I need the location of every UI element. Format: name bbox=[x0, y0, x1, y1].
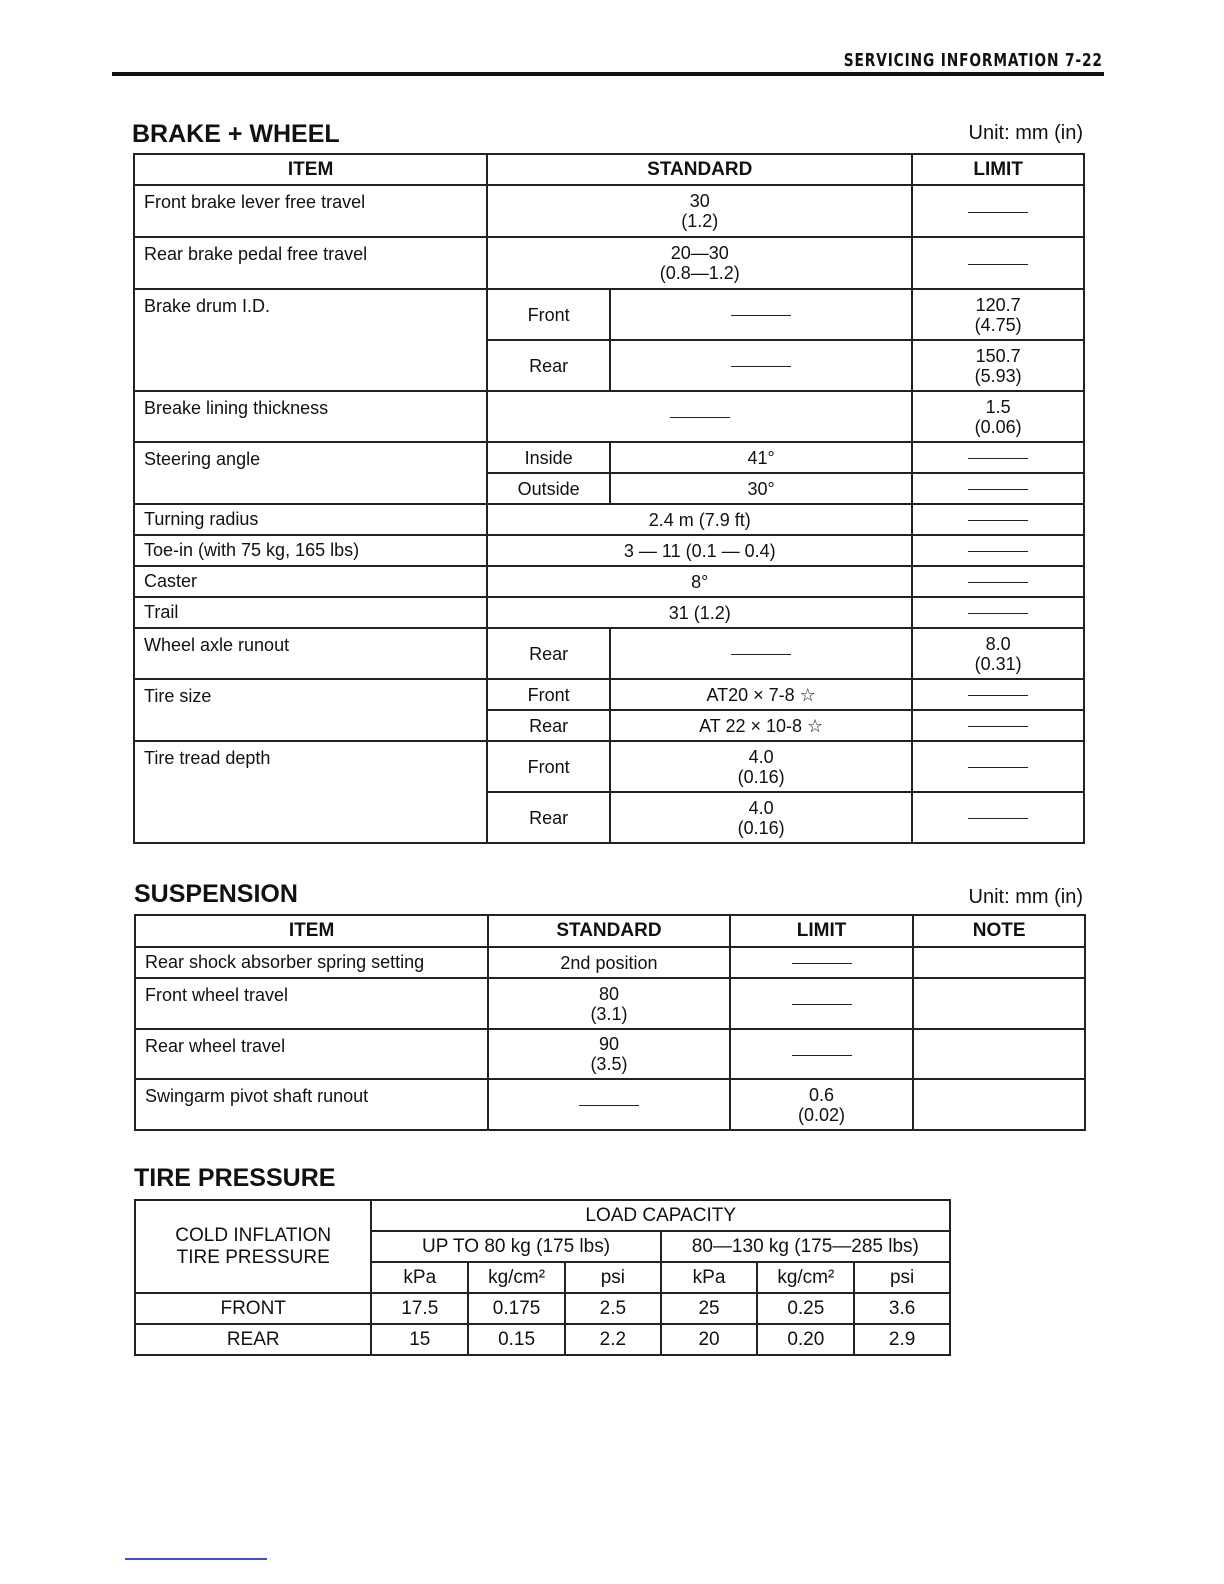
col-standard-header: STANDARD bbox=[487, 154, 912, 185]
dash bbox=[670, 417, 730, 418]
dash bbox=[968, 582, 1028, 583]
standard-cell: 31 (1.2) bbox=[487, 597, 912, 628]
item-cell: Wheel axle runout bbox=[134, 628, 487, 679]
item-cell: Toe-in (with 75 kg, 165 lbs) bbox=[134, 535, 487, 566]
standard-cell: 8° bbox=[487, 566, 912, 597]
limit-cell bbox=[912, 679, 1084, 710]
limit-cell bbox=[912, 597, 1084, 628]
unit-cell: kPa bbox=[371, 1262, 468, 1293]
standard-cell bbox=[610, 289, 912, 340]
standard-cell: AT20 × 7-8 ☆ bbox=[610, 679, 912, 710]
sub-label-cell: Rear bbox=[487, 628, 610, 679]
dash bbox=[968, 613, 1028, 614]
table-row bbox=[134, 566, 1084, 597]
limit-cell: 120.7 (4.75) bbox=[912, 289, 1084, 340]
dash bbox=[968, 520, 1028, 521]
dash bbox=[731, 315, 791, 316]
col-limit-header: LIMIT bbox=[730, 915, 914, 947]
value-cell: 2.2 bbox=[565, 1324, 661, 1355]
sub-label-cell: Outside bbox=[487, 473, 610, 504]
limit-cell bbox=[730, 947, 914, 978]
unit-cell: kg/cm² bbox=[757, 1262, 854, 1293]
standard-cell: 2.4 m (7.9 ft) bbox=[487, 504, 912, 535]
load-capacity-header: LOAD CAPACITY bbox=[371, 1200, 950, 1231]
value-cell: 0.175 bbox=[468, 1293, 565, 1324]
table-row bbox=[134, 628, 1084, 679]
dash bbox=[579, 1105, 639, 1106]
limit-cell: 0.6 (0.02) bbox=[730, 1079, 914, 1130]
table-header-row bbox=[135, 915, 1085, 947]
row-label: FRONT bbox=[135, 1293, 371, 1324]
standard-cell: 4.0 (0.16) bbox=[610, 741, 912, 792]
col-limit-header: LIMIT bbox=[912, 154, 1084, 185]
header-rule bbox=[112, 72, 1104, 76]
value-cell: 3.6 bbox=[854, 1293, 950, 1324]
table-row bbox=[135, 1029, 1085, 1079]
suspension-title: SUSPENSION bbox=[134, 880, 298, 908]
table-row bbox=[134, 741, 1084, 792]
footer-line bbox=[125, 1558, 267, 1560]
dash bbox=[968, 767, 1028, 768]
dash bbox=[792, 1004, 852, 1005]
value-cell: 15 bbox=[371, 1324, 468, 1355]
value-cell: 0.20 bbox=[757, 1324, 854, 1355]
limit-cell bbox=[912, 237, 1084, 289]
item-cell: Front wheel travel bbox=[135, 978, 488, 1029]
item-cell: Rear brake pedal free travel bbox=[134, 237, 487, 289]
brake-wheel-table bbox=[133, 153, 1085, 844]
sub-label-cell: Front bbox=[487, 289, 610, 340]
sub-label-cell: Inside bbox=[487, 442, 610, 473]
standard-cell bbox=[487, 391, 912, 442]
table-row bbox=[135, 1200, 950, 1231]
value-cell: 17.5 bbox=[371, 1293, 468, 1324]
value-cell: 0.25 bbox=[757, 1293, 854, 1324]
unit-cell: kg/cm² bbox=[468, 1262, 565, 1293]
sub-label-cell: Rear bbox=[487, 340, 610, 391]
unit-cell: kPa bbox=[661, 1262, 758, 1293]
item-cell: Swingarm pivot shaft runout bbox=[135, 1079, 488, 1130]
table-row bbox=[134, 504, 1084, 535]
limit-cell bbox=[912, 710, 1084, 741]
sub-label-cell: Rear bbox=[487, 792, 610, 843]
suspension-table bbox=[134, 914, 1086, 1131]
item-cell: Turning radius bbox=[134, 504, 487, 535]
item-cell: Steering angle bbox=[134, 442, 487, 504]
col-standard-header: STANDARD bbox=[488, 915, 730, 947]
table-row bbox=[134, 535, 1084, 566]
sub-label-cell: Front bbox=[487, 741, 610, 792]
brake-wheel-unit: Unit: mm (in) bbox=[968, 122, 1083, 144]
limit-cell bbox=[912, 792, 1084, 843]
dash bbox=[968, 489, 1028, 490]
standard-cell: 90 (3.5) bbox=[488, 1029, 730, 1079]
standard-cell: 80 (3.1) bbox=[488, 978, 730, 1029]
col-note-header: NOTE bbox=[913, 915, 1085, 947]
limit-cell: 1.5 (0.06) bbox=[912, 391, 1084, 442]
table-row bbox=[134, 597, 1084, 628]
dash bbox=[968, 264, 1028, 265]
table-row bbox=[134, 289, 1084, 340]
limit-cell bbox=[912, 504, 1084, 535]
dash bbox=[731, 366, 791, 367]
limit-cell: 8.0 (0.31) bbox=[912, 628, 1084, 679]
value-cell: 2.9 bbox=[854, 1324, 950, 1355]
item-cell: Rear wheel travel bbox=[135, 1029, 488, 1079]
sub-label-cell: Rear bbox=[487, 710, 610, 741]
item-cell: Tire tread depth bbox=[134, 741, 487, 843]
standard-cell bbox=[610, 340, 912, 391]
note-cell bbox=[913, 947, 1085, 978]
sub-label-cell: Front bbox=[487, 679, 610, 710]
table-row bbox=[134, 442, 1084, 473]
dash bbox=[968, 695, 1028, 696]
dash bbox=[968, 726, 1028, 727]
col-item-header: ITEM bbox=[135, 915, 488, 947]
table-row bbox=[134, 185, 1084, 237]
limit-cell bbox=[912, 185, 1084, 237]
limit-cell bbox=[730, 1029, 914, 1079]
unit-cell: psi bbox=[854, 1262, 950, 1293]
standard-cell: 3 — 11 (0.1 — 0.4) bbox=[487, 535, 912, 566]
limit-cell bbox=[912, 566, 1084, 597]
limit-cell bbox=[730, 978, 914, 1029]
table-row bbox=[134, 679, 1084, 710]
limit-cell bbox=[912, 741, 1084, 792]
item-cell: Caster bbox=[134, 566, 487, 597]
dash bbox=[968, 212, 1028, 213]
item-cell: Tire size bbox=[134, 679, 487, 741]
value-cell: 25 bbox=[661, 1293, 758, 1324]
standard-cell: 2nd position bbox=[488, 947, 730, 978]
table-row bbox=[135, 978, 1085, 1029]
dash bbox=[968, 551, 1028, 552]
item-cell: Breake lining thickness bbox=[134, 391, 487, 442]
tire-pressure-table bbox=[134, 1199, 951, 1356]
standard-cell bbox=[488, 1079, 730, 1130]
item-cell: Brake drum I.D. bbox=[134, 289, 487, 391]
limit-cell bbox=[912, 535, 1084, 566]
table-row bbox=[135, 947, 1085, 978]
table-row bbox=[134, 391, 1084, 442]
rear-pressure-row bbox=[135, 1324, 950, 1355]
tire-pressure-title: TIRE PRESSURE bbox=[134, 1164, 336, 1192]
limit-cell: 150.7 (5.93) bbox=[912, 340, 1084, 391]
dash bbox=[968, 818, 1028, 819]
standard-cell: AT 22 × 10-8 ☆ bbox=[610, 710, 912, 741]
dash bbox=[792, 1055, 852, 1056]
standard-cell bbox=[610, 628, 912, 679]
cold-inflation-cell: COLD INFLATION TIRE PRESSURE bbox=[135, 1200, 371, 1293]
col-item-header: ITEM bbox=[134, 154, 487, 185]
value-cell: 2.5 bbox=[565, 1293, 661, 1324]
page-header: SERVICING INFORMATION 7-22 bbox=[843, 50, 1103, 71]
load-high-header: 80—130 kg (175—285 lbs) bbox=[661, 1231, 950, 1262]
item-cell: Front brake lever free travel bbox=[134, 185, 487, 237]
front-pressure-row bbox=[135, 1293, 950, 1324]
note-cell bbox=[913, 978, 1085, 1029]
load-low-header: UP TO 80 kg (175 lbs) bbox=[371, 1231, 660, 1262]
note-cell bbox=[913, 1079, 1085, 1130]
value-cell: 20 bbox=[661, 1324, 758, 1355]
table-row bbox=[135, 1079, 1085, 1130]
table-row bbox=[134, 237, 1084, 289]
brake-wheel-title: BRAKE + WHEEL bbox=[132, 120, 340, 148]
dash bbox=[731, 654, 791, 655]
unit-cell: psi bbox=[565, 1262, 661, 1293]
table-header-row bbox=[134, 154, 1084, 185]
standard-cell: 20—30 (0.8—1.2) bbox=[487, 237, 912, 289]
limit-cell bbox=[912, 442, 1084, 473]
dash bbox=[792, 963, 852, 964]
value-cell: 0.15 bbox=[468, 1324, 565, 1355]
note-cell bbox=[913, 1029, 1085, 1079]
standard-cell: 41° bbox=[610, 442, 912, 473]
standard-cell: 30 (1.2) bbox=[487, 185, 912, 237]
suspension-unit: Unit: mm (in) bbox=[968, 886, 1083, 908]
item-cell: Rear shock absorber spring setting bbox=[135, 947, 488, 978]
row-label: REAR bbox=[135, 1324, 371, 1355]
item-cell: Trail bbox=[134, 597, 487, 628]
limit-cell bbox=[912, 473, 1084, 504]
standard-cell: 4.0 (0.16) bbox=[610, 792, 912, 843]
dash bbox=[968, 458, 1028, 459]
standard-cell: 30° bbox=[610, 473, 912, 504]
